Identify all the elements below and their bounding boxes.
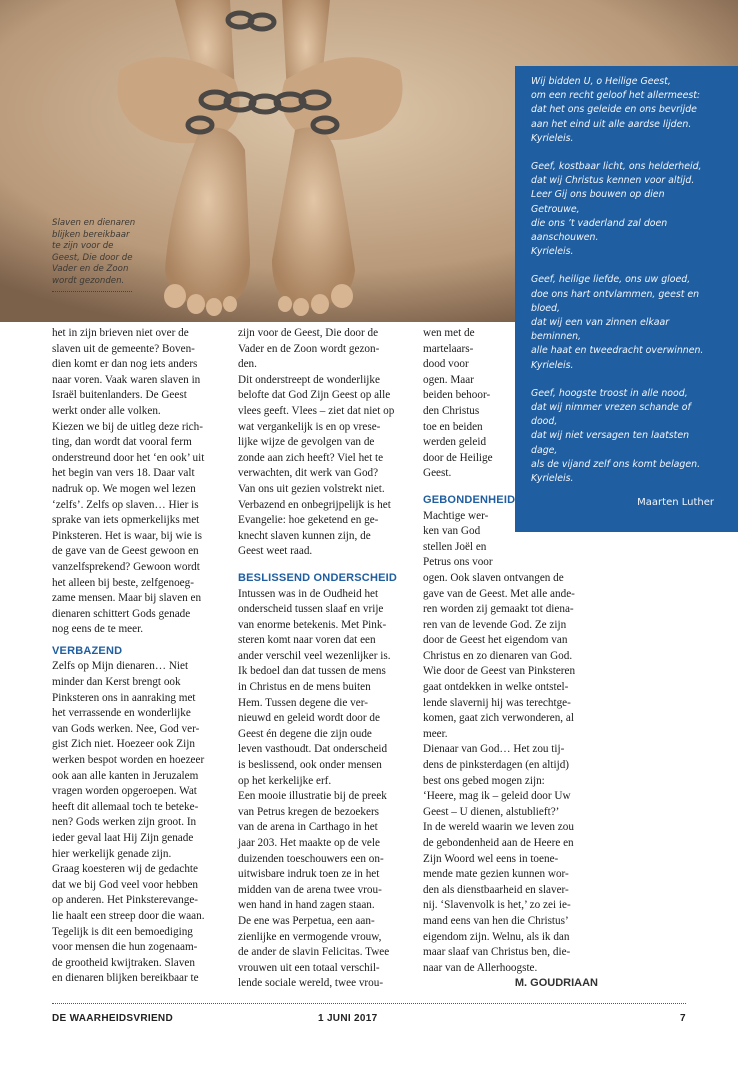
hymn-stanza: Wij bidden U, o Heilige Geest, om een recht geloof het allermeest: dat het ons geleide en ons bevrijde aan het eind uit alle aardse lijden. Kyrieleis. [531,76,701,144]
paragraph: zijn voor de Geest, Die door de Vader en de Zoon wordt gezon- den. [238,327,380,371]
paragraph: Kiezen we bij de uitleg deze rich- ting, dan wordt dat vooral ferm onderstreund door het ‘en ook’ uit het begin van vers 18. Daar valt nadruk op. We mogen wel lezen ‘zelfs’. Zelfs op slaven… Hier is sprake van iets opmerkelijks met Pinksteren. Het is waar, bij wie is de gave van de Geest gewoon en vanzelfsprekend? Gewoon wordt het alleen bij beste, zelfgenoeg- zame mensen. Maar bij slaven en dienaren schittert Gods genade nog eens de te meer. [52,420,205,636]
paragraph: wen met de martelaars- dood voor ogen. Maar beiden behoor- den Christus toe en beiden werden geleid door de Heilige Geest. [423,327,493,480]
paragraph: Een mooie illustratie bij de preek van Petrus kregen de bezoekers van de arena in Carthago in het jaar 203. Het maakte op de vele duizenden toeschouwers een on- uitwisbare indruk toen ze in het midden van de arena twee vrou- wen hand in hand zagen staan. De ene was Perpetua, een aan- zienlijke en vermogende vrouw, de ander de slavin Felicitas. Twee vrouwen uit een totaal verschil- lende sociale wereld, twee vrou- [238,790,390,990]
article-column-3 [423,326,598,992]
section-heading-beslissend-onderscheid: BESLISSEND ONDERSCHEID [238,571,398,584]
hymn-stanza: Geef, heilige liefde, ons uw gloed, doe ons hart ontvlammen, geest en bloed, dat wij een van zinnen elkaar beminnen, alle haat en tweedracht overwinnen. Kyrieleis. [531,274,704,371]
paragraph: Graag koesteren wij de gedachte dat we bij God veel voor hebben op anderen. Het Pinksterevange- lie haalt een streep door die waan. Tegelijk is dit een bemoediging voor mensen die hun zogenaam- de grootheid kwijtraken. Slaven en dienaren blijken bereikbaar te [52,863,205,985]
author-signature: M. GOUDRIAAN [514,977,598,990]
page-number: 7 [680,1013,686,1024]
hymn-author: Maarten Luther [637,497,714,509]
section-heading-verbazend: VERBAZEND [52,644,123,657]
photo-caption: Slaven en dienaren blijken bereikbaar te zijn voor de Geest, Die door de Vader en de Zoon wordt gezonden. [52,218,144,292]
paragraph: het in zijn brieven niet over de slaven uit de gemeente? Boven- dien komt er dan nog iets anders naar voren. Vaak waren slaven in Israël buitenlanders. De Geest werkt onder alle volken. [52,327,201,417]
paragraph: Machtige wer- ken van God stellen Joël en Petrus ons voor ogen. Ook slaven ontvangen de gave van de Geest. Met alle ande- ren worden zij gemaakt tot diena- ren van de levende God. Ze zijn door de Geest het eigendom van Christus en zo dienaren van God. Wie door de Geest van Pinksteren gaat ontdekken in welke ontstel- lende slavernij hij was terechtge- komen, gaat zich verwonderen, al meer. [423,509,576,740]
article-column-1 [52,326,227,987]
footer-divider [52,1003,686,1004]
hymn-stanza: Geef, kostbaar licht, ons helderheid, dat wij Christus kennen voor altijd. Leer Gij ons bouwen op dien Getrouwe, die ons ’t vaderland zal doen aanschouwen. Kyrieleis. [531,161,702,258]
publication-date: 1 JUNI 2017 [318,1013,378,1024]
paragraph: Dit onderstreept de wonderlijke belofte dat God Zijn Geest op alle vlees geeft. Vlees – ziet dat niet op wat vergankelijk is en op vrese- lijke wijze de gevolgen van de zonde aan zich heeft? Viel het te verwachten, dit werk van God? Van ons uit gezien volstrekt niet. Verbazend en onbegrijpelijk is het Evangelie: hoe geketend en ge- knecht slaven kunnen zijn, de Geest weet raad. [238,373,395,558]
section-heading-gebondenheid: GEBONDENHEID [423,493,516,506]
publication-name: DE WAARHEIDSVRIEND [52,1013,173,1024]
paragraph: Zelfs op Mijn dienaren… Niet minder dan Kerst brengt ook Pinksteren ons in aanraking met het verrassende en wonderlijke van Gods werken. Nee, God ver- gist Zich niet. Hoezeer ook Zijn werken bespot worden en hoezeer ook aan alle kanten in Jeruzalem vragen worden opgeroepen. Wat heeft dit allemaal toch te beteke- nen? Gods werken zijn groot. In ieder geval laat Hij Zijn genade hier werkelijk genade zijn. [52,660,205,860]
hymn-stanza: Geef, hoogste troost in alle nood, dat wij nimmer vrezen schande of dood, dat wij niet versagen ten laatsten dage, als de vijand zelf ons komt belagen. Kyrieleis. [531,387,701,485]
article-column-2 [238,326,413,992]
paragraph: In de wereld waarin we leven zou de gebondenheid aan de Heere en Zijn Woord wel eens in toene- mende mate gezien kunnen wor- den als dienstbaarheid en slaver- nij. ‘Slavenvolk is het,’ zo zei ie- mand eens van hen die Christus’ eigendom zijn. Welnu, als ik dan maar slaaf van Christus ben, die- naar van de Allerhoogste. [423,821,574,974]
paragraph: Dienaar van God… Het zou tij- dens de pinksterdagen (en altijd) best ons gebed mogen zijn: ‘Heere, mag ik – geleid door Uw Geest – U dienen, alstublieft?’ [423,743,571,818]
paragraph: Intussen was in de Oudheid het onderscheid tussen slaaf en vrije van enorme betekenis. Met Pink- steren komt naar voren dat een ander verschil veel wezenlijker is. Ik bedoel dan dat tussen de mens in Christus en de mens buiten Hem. Tussen degene die ver- nieuwd en geleid wordt door de Geest én degene die zijn oude leven vasthoudt. Dat onderscheid is beslissend, ook onder mensen op het kerkelijke erf. [238,587,391,787]
caption-divider [52,291,132,292]
